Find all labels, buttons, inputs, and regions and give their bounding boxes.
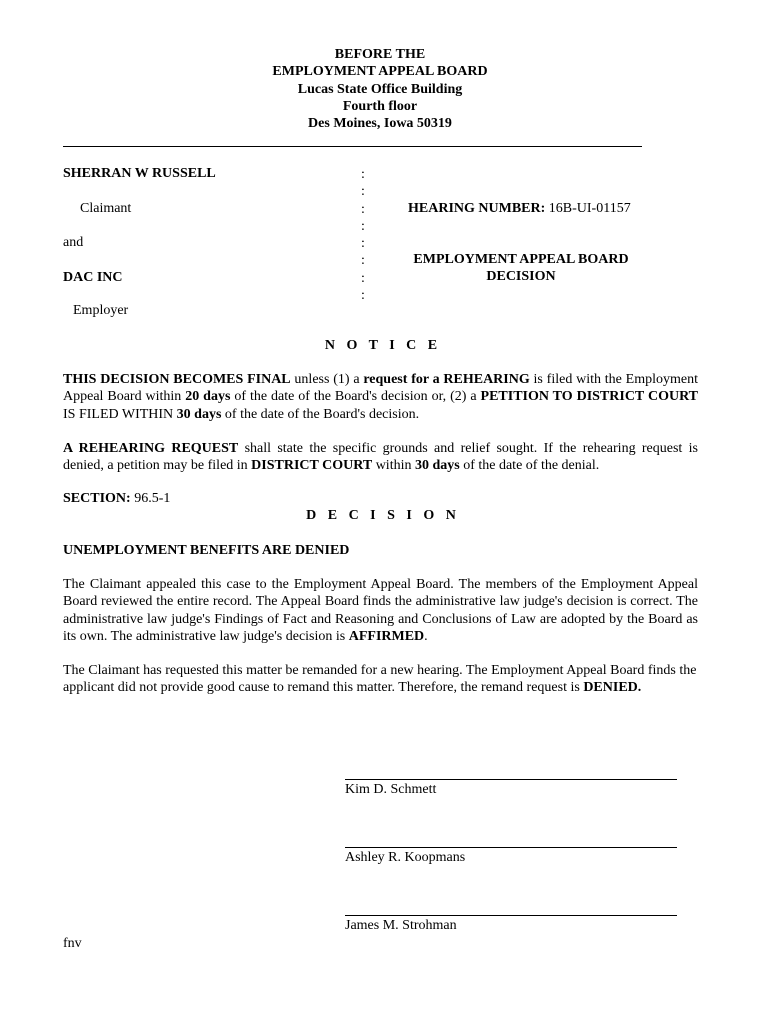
header-line: BEFORE THE: [334, 47, 426, 62]
signature-line: [345, 847, 677, 848]
text-run: of the date of the Board's decision or, (2) a: [230, 389, 481, 405]
decision-title-line: EMPLOYMENT APPEAL BOARD: [413, 252, 629, 267]
text-run: of the date of the Board's decision.: [221, 406, 420, 422]
section-label: SECTION:: [63, 491, 131, 506]
text-run: THIS DECISION BECOMES FINAL: [63, 372, 291, 387]
text-run: DENIED.: [583, 680, 642, 696]
colon: :: [361, 253, 365, 269]
text-run: .: [424, 629, 428, 645]
hearing-number-value: 16B-UI-01157: [545, 201, 631, 216]
document-header: [0, 46, 760, 132]
text-run: shall state the specific grounds and relief sought. If the rehearing request is denied, a petition may be filed in: [63, 441, 698, 474]
and-text: and: [63, 235, 84, 250]
employer-role: Employer: [73, 303, 129, 318]
notice-heading: N O T I C E: [324, 338, 442, 353]
claimant-name: SHERRAN W RUSSELL: [63, 166, 216, 181]
signature-line: [345, 915, 677, 916]
text-run: DISTRICT COURT: [251, 458, 373, 474]
text-run: The Claimant appealed this case to the Employment Appeal Board. The members of the Employment Appeal Board reviewed the entire record. The Appeal Board finds the administrative law judge's decision is correct. The administrative law judge's Findings of Fact and Reasoning and Conclusions of Law are adopted by the Board as its own. The administrative law judge's decision is: [63, 577, 698, 645]
claimant-role: Claimant: [80, 201, 132, 216]
decision-paragraph-2: [63, 662, 703, 697]
decision-heading: D E C I S I O N: [306, 508, 460, 523]
colon: :: [361, 218, 365, 234]
text-run: A REHEARING REQUEST: [63, 441, 239, 456]
caption-colons: [361, 166, 365, 304]
notice-paragraph-1: [63, 371, 698, 423]
text-run: within: [372, 458, 415, 474]
employer-name: DAC INC: [63, 270, 123, 285]
text-run: AFFIRMED: [348, 629, 425, 645]
decision-title: [405, 251, 637, 286]
header-floor: Fourth floor: [342, 98, 418, 114]
text-run: IS FILED WITHIN: [63, 406, 177, 422]
header-agency: EMPLOYMENT APPEAL BOARD: [272, 64, 488, 80]
colon: :: [361, 236, 365, 252]
colon: :: [361, 288, 365, 304]
colon: :: [361, 201, 365, 217]
decision-subheading: UNEMPLOYMENT BENEFITS ARE DENIED: [63, 543, 350, 558]
text-run: is filed with the Employment Appeal Board within: [63, 372, 698, 405]
colon: :: [361, 167, 365, 182]
text-run: 30 days: [176, 406, 222, 422]
decision-paragraph-1: [63, 576, 698, 646]
signatory-name: Ashley R. Koopmans: [345, 850, 466, 865]
notice-paragraph-2: [63, 440, 698, 475]
text-run: The Claimant has requested this matter be remanded for a new hearing. The Employment Appeal Board finds the applicant did not provide good cause to remand this matter. Therefore, the remand request is: [63, 663, 697, 696]
header-building: Lucas State Office Building: [297, 81, 463, 97]
text-run: unless (1) a: [290, 372, 364, 387]
signatory-name: James M. Strohman: [345, 918, 457, 933]
section-reference: [63, 491, 170, 507]
header-city: Des Moines, Iowa 50319: [308, 116, 452, 132]
signatory-name: Kim D. Schmett: [345, 782, 437, 797]
text-run: of the date of the denial.: [459, 458, 600, 474]
decision-title-line: DECISION: [486, 269, 556, 285]
colon: :: [361, 270, 365, 286]
section-value: 96.5-1: [130, 491, 171, 506]
text-run: PETITION TO DISTRICT COURT: [480, 389, 699, 405]
signature-line: [345, 779, 677, 780]
text-run: 20 days: [185, 389, 231, 405]
preparer-initials: fnv: [63, 936, 82, 951]
text-run: request for a REHEARING: [363, 372, 530, 387]
hearing-number: [408, 201, 631, 217]
colon: :: [361, 184, 365, 200]
text-run: 30 days: [414, 458, 460, 474]
header-divider: [63, 146, 642, 147]
hearing-number-label: HEARING NUMBER:: [408, 201, 546, 216]
